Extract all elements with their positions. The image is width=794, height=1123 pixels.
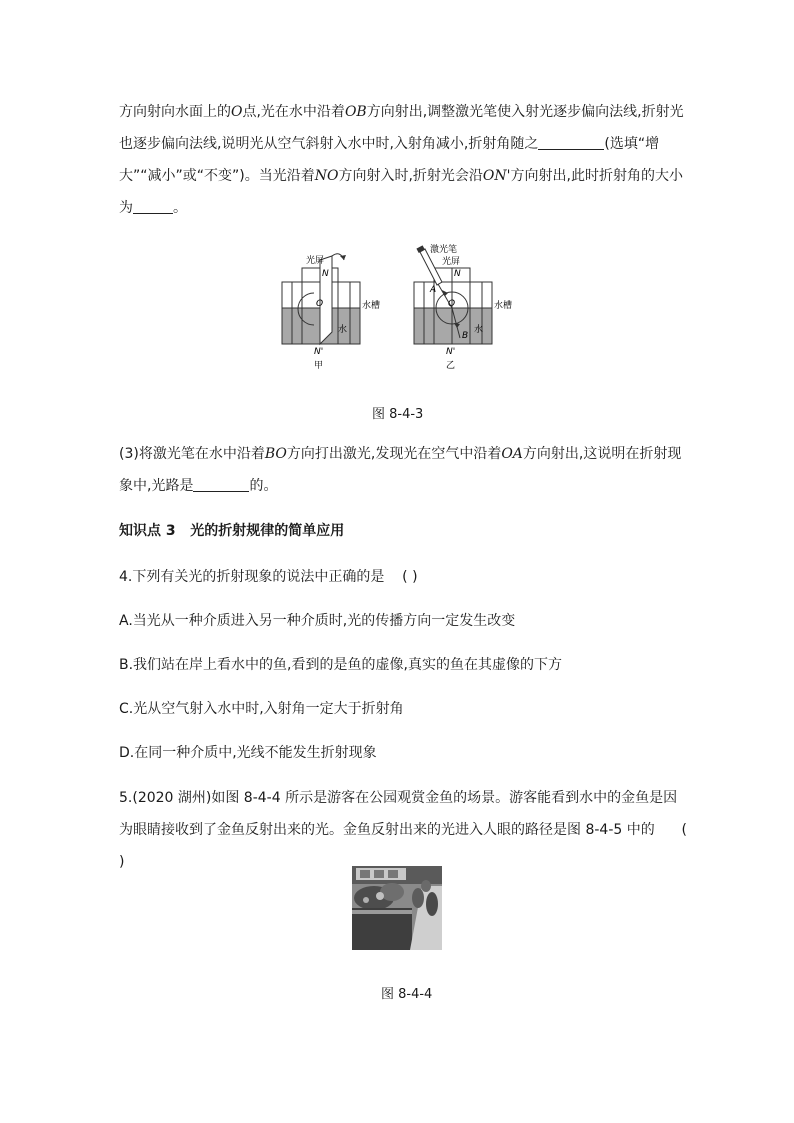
figure-caption-8-4-3: 图 8-4-3 <box>372 407 424 422</box>
answer-parenthesis[interactable]: ( ) <box>119 822 687 870</box>
section-title: 光的折射规律的简单应用 <box>190 523 345 539</box>
diagram-jia <box>282 254 380 371</box>
q4-option-d: D.在同一种介质中,光线不能发生折射现象 <box>119 745 377 761</box>
diagram-yi <box>414 243 512 371</box>
text: (3)将激光笔在水中沿着 <box>119 446 265 462</box>
text: 点,光在水中沿着 <box>242 104 345 120</box>
label-B: B <box>462 331 469 341</box>
q5-paragraph <box>119 782 689 878</box>
label-water: 水 <box>338 325 348 335</box>
label-jia: 甲 <box>314 361 324 371</box>
ray-BO: BO <box>264 446 287 462</box>
q4-option-c: C.光从空气射入水中时,入射角一定大于折射角 <box>119 701 404 717</box>
label-O: O <box>316 299 324 309</box>
text: 。 <box>173 200 187 216</box>
q3-paragraph <box>119 96 684 224</box>
text: 方向射向水面上的 <box>119 104 231 120</box>
text: 方向射出,这说明在折射现象中,光路是 <box>119 446 682 494</box>
figure-caption-8-4-4: 图 8-4-4 <box>381 987 433 1002</box>
label-yi: 乙 <box>446 361 456 371</box>
label-water: 水 <box>474 325 484 335</box>
ray-OA: OA <box>501 446 523 462</box>
q4-option-a: A.当光从一种介质进入另一种介质时,光的传播方向一定发生改变 <box>119 613 516 629</box>
label-N: N <box>454 269 461 279</box>
label-N-prime: N' <box>446 347 456 357</box>
label-A: A <box>430 285 437 295</box>
ray-NO: NO <box>314 168 339 184</box>
label-tank: 水槽 <box>362 301 381 311</box>
text: 方向射出,调整激光笔使入射光逐步偏向法线,折射光也逐步偏向法线,说明光从空气斜射入水中时,入射角减小,折射角随之 <box>119 104 684 152</box>
answer-blank-3[interactable] <box>193 477 249 492</box>
label-laser: 激光笔 <box>430 245 458 255</box>
q4-stem <box>119 566 418 586</box>
point-O: O <box>231 104 243 120</box>
section-heading <box>119 520 344 540</box>
text: 方向射出,此时折射角的大小为 <box>119 168 683 216</box>
ray-OB: OB <box>344 104 367 120</box>
answer-parenthesis[interactable]: ( ) <box>402 569 418 585</box>
ray-ON-prime: ON' <box>482 168 511 184</box>
answer-blank-1[interactable] <box>538 135 604 150</box>
answer-blank-2[interactable] <box>133 199 173 214</box>
text: 方向打出激光,发现光在空气中沿着 <box>286 446 502 462</box>
section-number: 知识点 3 <box>119 523 176 539</box>
label-N-prime: N' <box>314 347 324 357</box>
figure-8-4-4-photo <box>352 866 442 950</box>
label-O: O <box>448 299 456 309</box>
label-screen: 光屏 <box>306 256 325 266</box>
figure-8-4-3 <box>270 238 513 378</box>
q4-stem-text: 4.下列有关光的折射现象的说法中正确的是 <box>119 569 385 585</box>
q3-part3-paragraph <box>119 438 684 502</box>
q5-text: 5.(2020 湖州)如图 8-4-4 所示是游客在公园观赏金鱼的场景。游客能看到水中的金鱼是因为眼睛接收到了金鱼反射出来的光。金鱼反射出来的光进入人眼的路径是图 8-4-5 中的 <box>119 790 678 838</box>
text: 的。 <box>249 478 278 494</box>
text: 方向射入时,折射光会沿 <box>338 168 483 184</box>
label-N: N <box>322 269 329 279</box>
q4-option-b: B.我们站在岸上看水中的鱼,看到的是鱼的虚像,真实的鱼在其虚像的下方 <box>119 657 562 673</box>
text: (选填“增大”“减小”或“不变”)。当光沿着 <box>119 136 660 184</box>
goldfish-park-photo <box>352 866 442 950</box>
label-tank: 水槽 <box>494 301 513 311</box>
label-screen: 光屏 <box>442 257 461 267</box>
